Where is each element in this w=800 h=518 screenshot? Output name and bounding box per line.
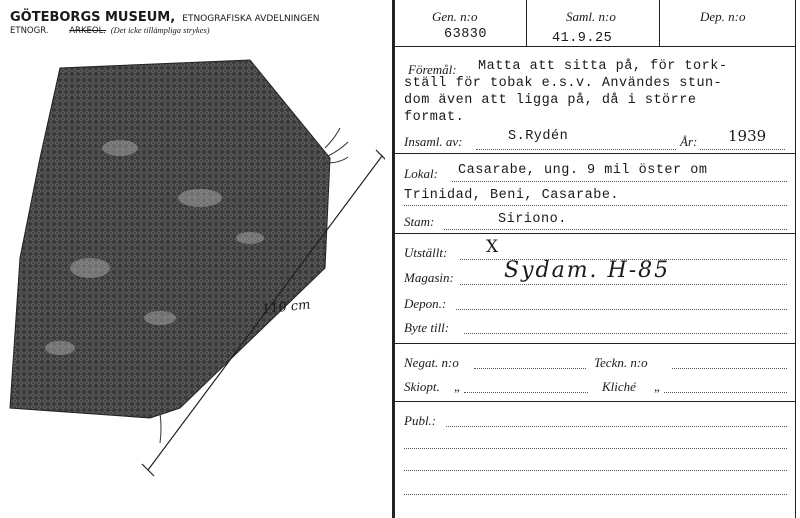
magasin-value: Sydam. H-85 — [504, 258, 671, 283]
ar-value: 1939 — [728, 127, 767, 145]
mat-photo — [0, 38, 385, 478]
department-name: ETNOGRAFISKA AVDELNINGEN — [182, 14, 320, 24]
kliche-ditto: „ — [654, 379, 662, 394]
foremal-line-1: Matta att sitta på, för tork- — [478, 59, 728, 74]
gen-label: Gen. n:o — [432, 9, 478, 24]
lokal-line-2: Trinidad, Beni, Casarabe. — [404, 188, 620, 203]
header-bottom-rule — [394, 46, 795, 47]
magasin-dots — [460, 284, 787, 285]
header-divider-2 — [659, 0, 660, 46]
skiopt-ditto: „ — [454, 379, 462, 394]
insaml-dots — [476, 149, 676, 150]
gen-value: 63830 — [444, 27, 488, 42]
museum-header — [10, 6, 319, 25]
saml-label: Saml. n:o — [566, 9, 616, 24]
card-right-border — [795, 0, 796, 518]
publ-label: Publ.: — [404, 413, 437, 428]
mat-image — [10, 60, 330, 418]
depon-dots — [456, 309, 787, 310]
publ-dots-3 — [404, 470, 787, 471]
byte-dots — [464, 333, 787, 334]
teckn-label: Teckn. n:o — [594, 355, 648, 370]
arkeol-label: ARKEOL. — [69, 26, 107, 36]
category-line — [10, 25, 210, 36]
card-left-border — [392, 0, 395, 518]
teckn-dots — [672, 368, 787, 369]
strike-note: (Det icke tillämpliga strykes) — [110, 25, 210, 35]
lokal-dots-2 — [404, 205, 787, 206]
lokal-dots-1 — [452, 181, 787, 182]
foremal-label: Föremål: — [408, 62, 457, 77]
insaml-label: Insaml. av: — [404, 134, 463, 149]
negat-label: Negat. n:o — [404, 355, 459, 370]
foremal-line-4: format. — [404, 110, 465, 125]
ar-dots — [700, 149, 785, 150]
stam-label: Stam: — [404, 214, 435, 229]
foremal-line-2: ställ för tobak e.s.v. Användes stun- — [404, 76, 723, 91]
byte-label: Byte till: — [404, 320, 450, 335]
negat-dots — [474, 368, 586, 369]
publ-dots-1 — [446, 426, 787, 427]
publ-dots-4 — [404, 494, 787, 495]
skiopt-dots — [464, 392, 588, 393]
utstallt-value: X — [486, 237, 499, 257]
skiopt-label: Skiopt. — [404, 379, 440, 394]
section-rule-1 — [394, 153, 795, 154]
utstallt-label: Utställt: — [404, 245, 448, 260]
depon-label: Depon.: — [404, 296, 447, 311]
stam-value: Siriono. — [498, 212, 567, 227]
magasin-label: Magasin: — [404, 270, 454, 285]
lokal-label: Lokal: — [404, 166, 438, 181]
measurement-label: 110 cm — [261, 297, 312, 318]
stam-dots — [444, 229, 787, 230]
etnogr-label: ETNOGR. — [10, 26, 49, 36]
section-rule-3 — [394, 343, 795, 344]
dep-label: Dep. n:o — [700, 9, 746, 24]
kliche-label: Kliché — [602, 379, 636, 394]
section-rule-4 — [394, 401, 795, 402]
publ-dots-2 — [404, 448, 787, 449]
section-rule-2 — [394, 233, 795, 234]
kliche-dots — [664, 392, 787, 393]
ar-label: År: — [680, 134, 698, 149]
insaml-value: S.Rydén — [508, 129, 569, 144]
saml-value: 41.9.25 — [552, 31, 613, 46]
lokal-line-1: Casarabe, ung. 9 mil öster om — [458, 163, 708, 178]
header-divider-1 — [526, 0, 527, 46]
foremal-line-3: dom även att ligga på, då i större — [404, 93, 697, 108]
museum-name: GÖTEBORGS MUSEUM, — [10, 10, 176, 25]
